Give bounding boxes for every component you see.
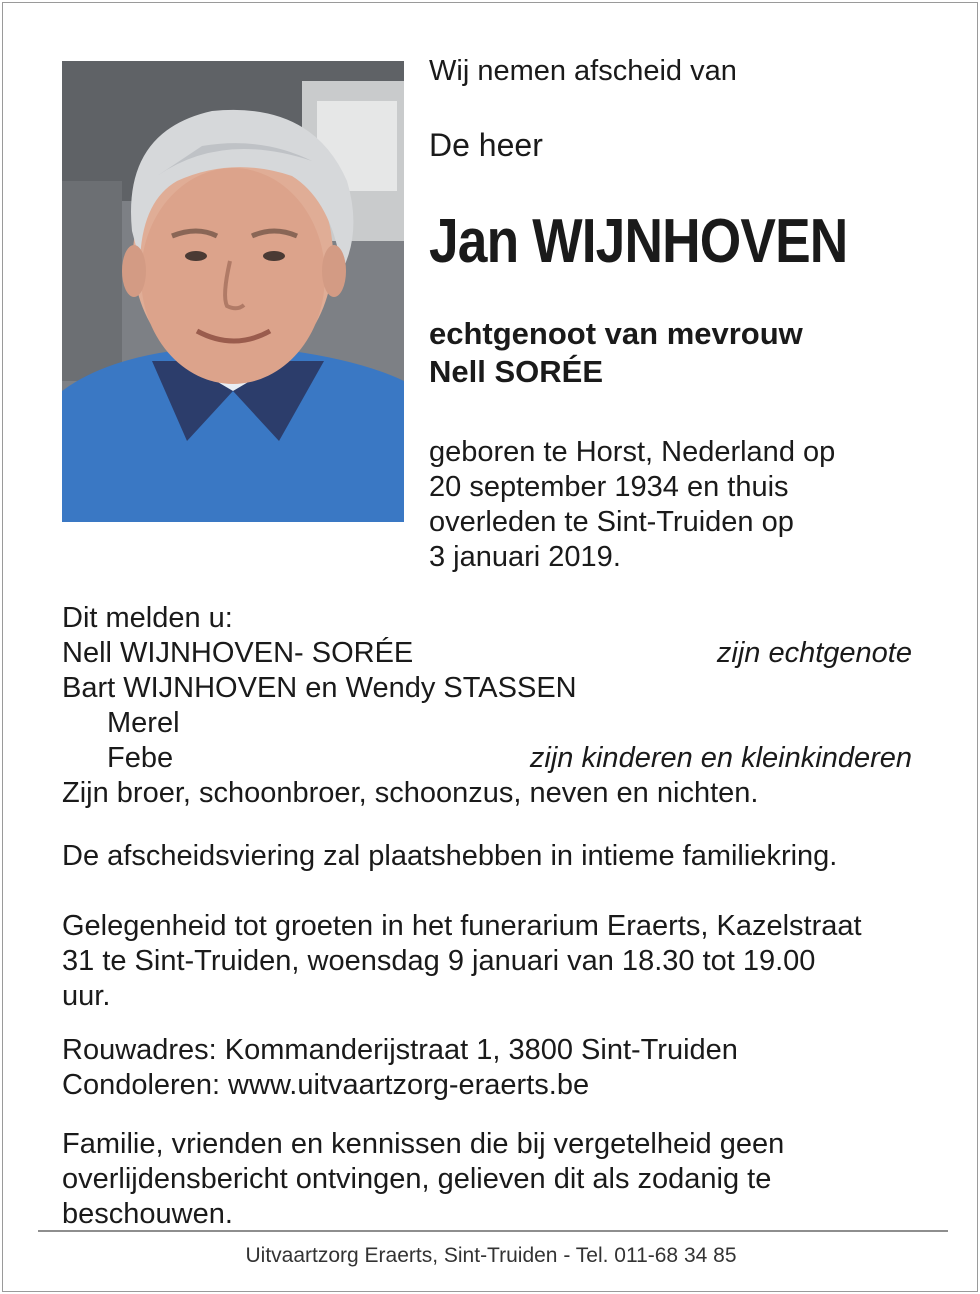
birth-line: 3 januari 2019. <box>429 541 621 573</box>
funeral-home-footer: Uitvaartzorg Eraerts, Sint-Truiden - Tel. 011-68 34 85 <box>245 1244 737 1267</box>
family-row <box>62 741 912 776</box>
family-row <box>62 671 912 706</box>
visitation-text <box>62 909 912 1014</box>
family-relation: zijn echtgenote <box>716 637 912 669</box>
family-name: Febe <box>107 742 174 774</box>
other-relatives: Zijn broer, schoonbroer, schoonzus, neven en nichten. <box>62 777 759 809</box>
spouse-name: Nell SORÉE <box>429 354 603 389</box>
address-block <box>62 1033 912 1103</box>
birth-line: geboren te Horst, Nederland op <box>429 436 836 468</box>
birth-death-block <box>429 435 835 575</box>
notice-line: Familie, vrienden en kennissen die bij vergetelheid geen <box>62 1128 785 1160</box>
notice-line: beschouwen. <box>62 1198 233 1230</box>
mourning-address: Rouwadres: Kommanderijstraat 1, 3800 Sint-Truiden <box>62 1034 738 1066</box>
condolence-link[interactable]: Condoleren: www.uitvaartzorg-eraerts.be <box>62 1069 590 1101</box>
spouse-line: echtgenoot van mevrouw <box>429 316 803 351</box>
family-relation: zijn kinderen en kleinkinderen <box>529 742 912 774</box>
visitation-line: uur. <box>62 980 111 1012</box>
birth-line: overleden te Sint-Truiden op <box>429 506 794 538</box>
portrait-illustration <box>62 61 404 522</box>
lead-text: Wij nemen afscheid van <box>429 55 737 87</box>
family-row <box>62 706 912 741</box>
family-name: Bart WIJNHOVEN en Wendy STASSEN <box>62 672 577 704</box>
deceased-name: Jan WIJNHOVEN <box>429 207 848 276</box>
birth-line: 20 september 1934 en thuis <box>429 471 789 503</box>
family-row <box>62 636 912 671</box>
family-name: Merel <box>107 707 180 739</box>
visitation-line: Gelegenheid tot groeten in het funerarium Eraerts, Kazelstraat <box>62 910 862 942</box>
announcers-section <box>62 601 912 811</box>
notice-line: overlijdensbericht ontvingen, gelieven dit als zodanig te <box>62 1163 772 1195</box>
announcers-intro: Dit melden u: <box>62 602 233 634</box>
honorific-title: De heer <box>429 127 543 163</box>
obituary-card <box>2 2 978 1292</box>
spouse-block <box>429 315 803 391</box>
ceremony-text: De afscheidsviering zal plaatshebben in intieme familiekring. <box>62 840 838 872</box>
notice-text <box>62 1127 912 1232</box>
footer-divider <box>38 1230 948 1232</box>
portrait-photo <box>62 61 404 522</box>
family-name: Nell WIJNHOVEN- SORÉE <box>62 637 414 669</box>
visitation-line: 31 te Sint-Truiden, woensdag 9 januari van 18.30 tot 19.00 <box>62 945 816 977</box>
